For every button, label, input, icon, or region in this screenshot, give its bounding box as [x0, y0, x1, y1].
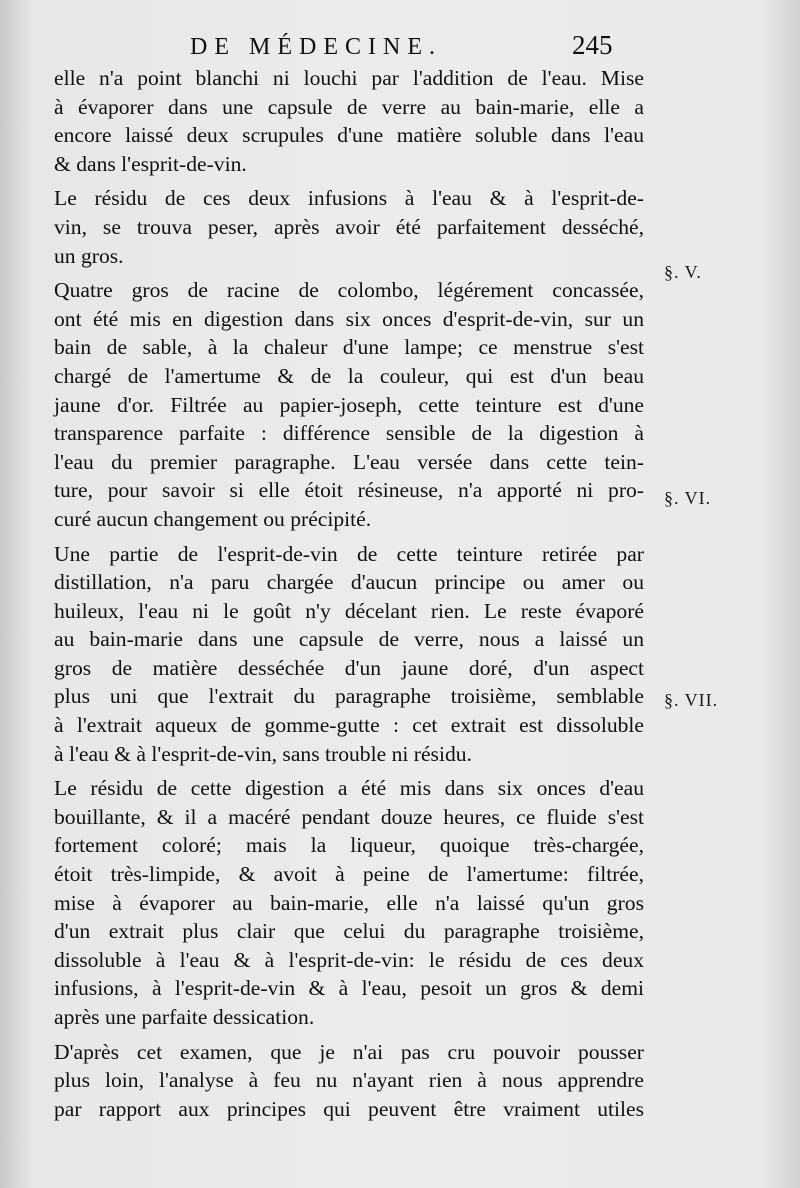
text-line: chargé de l'amertume & de la couleur, qui est d'un beau — [54, 363, 644, 388]
text-line: un gros. — [54, 243, 124, 268]
text-line: étoit très-limpide, & avoit à peine de l'amertume: filtrée, — [54, 862, 644, 887]
text-line: huileux, l'eau ni le goût n'y décelant rien. Le reste évaporé — [54, 598, 644, 623]
text-line: encore laissé deux scrupules d'une matière soluble dans l'eau — [54, 123, 644, 148]
body-text — [54, 64, 644, 1129]
paragraph — [54, 540, 644, 769]
text-line: ont été mis en digestion dans six onces d'esprit-de-vin, sur un — [54, 306, 644, 331]
text-line: au bain-marie dans une capsule de verre, nous a laissé un — [54, 627, 644, 652]
text-line: d'un extrait plus clair que celui du paragraphe troisième, — [54, 919, 644, 944]
text-line: transparence parfaite : différence sensible de la digestion à — [54, 421, 644, 446]
text-line: fortement coloré; mais la liqueur, quoique très-chargée, — [54, 833, 644, 858]
text-line: Le résidu de cette digestion a été mis dans six onces d'eau — [54, 776, 644, 801]
text-line: D'après cet examen, que je n'ai pas cru pouvoir pousser — [54, 1039, 644, 1064]
text-line: à l'extrait aqueux de gomme-gutte : cet extrait est dissoluble — [54, 713, 644, 738]
marginal-section-7: §. VII. — [664, 690, 719, 710]
paragraph — [54, 1038, 644, 1124]
text-line: elle n'a point blanchi ni louchi par l'addition de l'eau. Mise — [54, 66, 644, 90]
marginal-section-6: §. VI. — [664, 488, 712, 508]
text-line: jaune d'or. Filtrée au papier-joseph, cette teinture est d'une — [54, 392, 644, 417]
text-line: vin, se trouva peser, après avoir été parfaitement desséché, — [54, 214, 644, 239]
text-line: bain de sable, à la chaleur d'une lampe; ce menstrue s'est — [54, 335, 644, 360]
text-line: après une parfaite dessication. — [54, 1005, 315, 1029]
text-line: Une partie de l'esprit-de-vin de cette teinture retirée par — [54, 541, 644, 566]
text-line: Le résidu de ces deux infusions à l'eau & à l'esprit-de- — [54, 186, 644, 211]
text-line: bouillante, & il a macéré pendant douze heures, ce fluide s'est — [54, 804, 644, 829]
text-line: & dans l'esprit-de-vin. — [54, 151, 247, 176]
text-line: dissoluble à l'eau & à l'esprit-de-vin: le résidu de ces deux — [54, 947, 644, 972]
text-line: l'eau du premier paragraphe. L'eau versée dans cette tein- — [54, 449, 644, 474]
text-line: à l'eau & à l'esprit-de-vin, sans trouble ni résidu. — [54, 741, 472, 766]
text-line: plus uni que l'extrait du paragraphe troisième, semblable — [54, 684, 644, 709]
text-line: infusions, à l'esprit-de-vin & à l'eau, pesoit un gros & demi — [54, 976, 644, 1001]
paragraph — [54, 276, 644, 533]
marginal-section-5: §. V. — [664, 262, 702, 282]
text-line: ture, pour savoir si elle étoit résineuse, n'a apporté ni pro- — [54, 478, 644, 503]
running-title: DE MÉDECINE. — [190, 34, 442, 60]
text-line: par rapport aux principes qui peuvent être vraiment utiles — [54, 1096, 644, 1121]
paragraph — [54, 774, 644, 1031]
paragraph — [54, 64, 644, 178]
paragraph — [54, 184, 644, 270]
text-line: Quatre gros de racine de colombo, légérement concassée, — [54, 278, 644, 303]
text-line: mise à évaporer au bain-marie, elle n'a laissé qu'un gros — [54, 890, 644, 915]
text-line: à évaporer dans une capsule de verre au bain-marie, elle a — [54, 94, 644, 119]
text-line: curé aucun changement ou précipité. — [54, 506, 372, 531]
text-line: plus loin, l'analyse à feu nu n'ayant rien à nous apprendre — [54, 1068, 644, 1093]
page-number: 245 — [572, 30, 613, 60]
text-line: gros de matière desséchée d'un jaune doré, d'un aspect — [54, 655, 644, 680]
text-line: distillation, n'a paru chargée d'aucun principe ou amer ou — [54, 570, 644, 595]
